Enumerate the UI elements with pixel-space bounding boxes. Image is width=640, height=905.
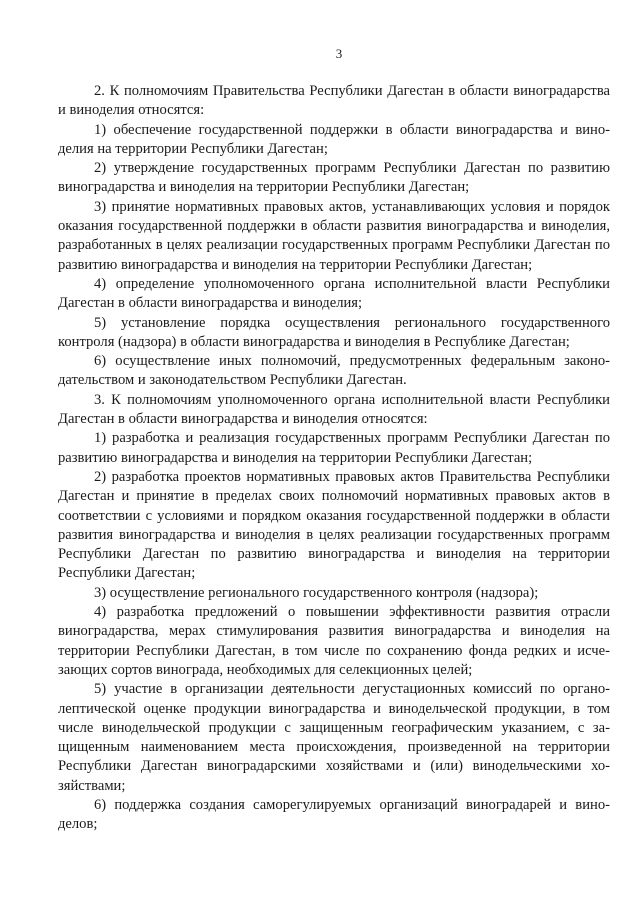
- paragraph: 5) участие в организации деятельности дегустационных комиссий по органолептической оценке продукции виноградарства и винодельческой продукции, в том числе винодельческой продукции с защищенным географическим указанием, с защищенным наименованием места происхождения, произведенной на территории Республики Дагестан виноградарскими хозяйствами и (или) винодельческими хозяйствами;: [58, 681, 610, 794]
- paragraph: 1) обеспечение государственной поддержки в области виноградарства и виноделия на территории Республики Дагестан;: [58, 121, 610, 157]
- paragraph: 2. К полномочиям Правительства Республики Дагестан в области виноградарства и виноделия относятся:: [58, 83, 610, 119]
- paragraph: 3) принятие нормативных правовых актов, устанавливающих условия и порядок оказания государственной поддержки в области развития виноградарства и виноделия, разработанных в целях реализации государственных программ Республики Дагестан по развитию виноградарства и виноделия на территории Республики Дагестан;: [58, 198, 610, 273]
- page-number: 3: [335, 46, 343, 61]
- paragraph: 6) осуществление иных полномочий, предусмотренных федеральным законодательством и законодательством Республики Дагестан.: [58, 353, 610, 389]
- paragraph: 5) установление порядка осуществления регионального государственного контроля (надзора) в области виноградарства и виноделия в Республике Дагестан;: [58, 314, 610, 350]
- paragraph: 3) осуществление регионального государственного контроля (надзора);: [94, 584, 539, 601]
- paragraph: 1) разработка и реализация государственных программ Республики Дагестан по развитию виноградарства и виноделия на территории Республики Дагестан;: [58, 430, 610, 466]
- paragraph: 3. К полномочиям уполномоченного органа исполнительной власти Республики Дагестан в области виноградарства и виноделия относятся:: [58, 391, 610, 428]
- paragraph: 6) поддержка создания саморегулируемых организаций виноградарей и виноделов;: [58, 796, 610, 833]
- paragraph: 4) разработка предложений о повышении эффективности развития отрасли виноградарства, мерах стимулирования развития виноградарства и виноделия на территории Республики Дагестан, в том числе по сохранению фонда редких и исчезающих сортов винограда, необходимых для селекционных целей;: [58, 604, 610, 678]
- paragraph: 2) утверждение государственных программ Республики Дагестан по развитию виноградарства и виноделия на территории Республики Дагестан;: [58, 160, 610, 196]
- paragraph: 4) определение уполномоченного органа исполнительной власти Республики Дагестан в области виноградарства и виноделия;: [58, 275, 610, 312]
- paragraph: 2) разработка проектов нормативных правовых актов Правительства Республики Дагестан и принятие в пределах своих полномочий нормативных правовых актов в соответствии с условиями и порядком оказания государственной поддержки в области развития виноградарства и виноделия в целях реализации государственных программ Республики Дагестан по развитию виноградарства и виноделия на территории Республики Дагестан;: [58, 468, 610, 582]
- document-body: [58, 82, 610, 835]
